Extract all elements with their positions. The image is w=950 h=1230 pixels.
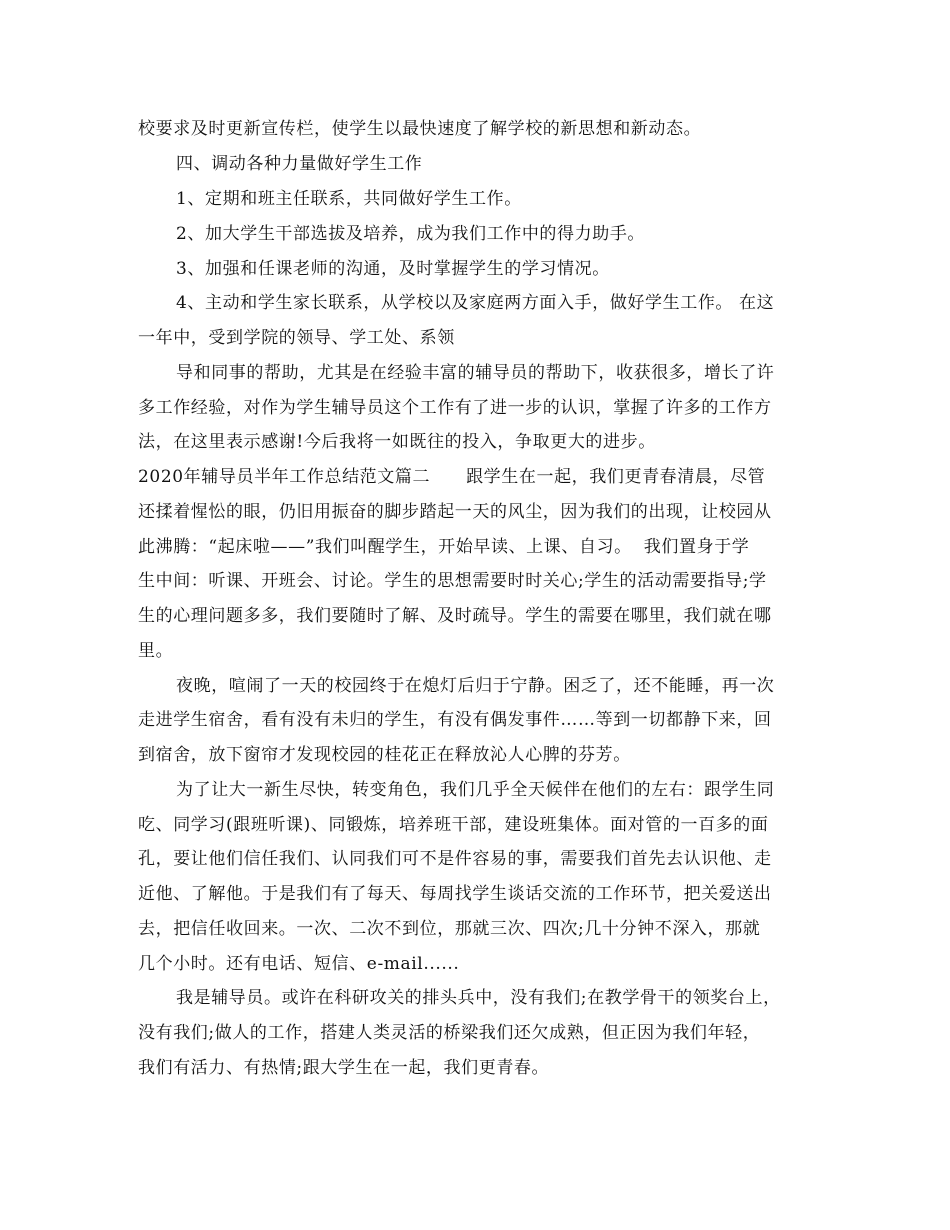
section-heading: 四、调动各种力量做好学生工作 [176, 154, 423, 174]
text-line: 里。 [138, 641, 174, 661]
text-line: 生的心理问题多多，我们要随时了解、及时疏导。学生的需要在哪里，我们就在哪 [138, 606, 772, 626]
text-line: 我是辅导员。或许在科研攻关的排头兵中，没有我们;在教学骨干的领奖台上， [176, 988, 781, 1008]
section-title-line: 2020年辅导员半年工作总结范文篇二 跟学生在一起，我们更青春清晨，尽管 [138, 467, 766, 487]
list-item: 2、加大学生干部选拔及培养，成为我们工作中的得力助手。 [176, 224, 646, 244]
list-item: 3、加强和任课老师的沟通，及时掌握学生的学习情况。 [176, 259, 610, 279]
text-line: 夜晚，喧闹了一天的校园终于在熄灯后归于宁静。困乏了，还不能睡，再一次 [176, 676, 775, 696]
text-line: 孔，要让他们信任我们、认同我们可不是件容易的事，需要我们首先去认识他、走 [138, 849, 772, 869]
text-line: 没有我们;做人的工作，搭建人类灵活的桥梁我们还欠成熟，但正因为我们年轻， [138, 1023, 761, 1043]
text-line: 生中间：听课、开班会、讨论。学生的思想需要时时关心;学生的活动需要指导;学 [138, 571, 767, 591]
text-line: 法，在这里表示感谢!今后我将一如既往的投入，争取更大的进步。 [138, 432, 656, 452]
text-line: 去，把信任收回来。一次、二次不到位，那就三次、四次;几十分钟不深入，那就 [138, 919, 761, 939]
text-line: 一年中，受到学院的领导、学工处、系领 [138, 328, 455, 348]
text-line: 走进学生宿舍，看有没有未归的学生，有没有偶发事件……等到一切都静下来，回 [138, 710, 772, 730]
text-line: 导和同事的帮助，尤其是在经验丰富的辅导员的帮助下，收获很多，增长了许 [176, 363, 775, 383]
text-line: 我们有活力、有热情;跟大学生在一起，我们更青春。 [138, 1058, 550, 1078]
list-item: 4、主动和学生家长联系，从学校以及家庭两方面入手，做好学生工作。 在这 [176, 293, 775, 313]
text-line: 到宿舍，放下窗帘才发现校园的桂花正在释放沁人心脾的芬芳。 [138, 745, 631, 765]
text-line: 几个小时。还有电话、短信、e-mail...... [138, 954, 460, 974]
text-line: 此沸腾：“起床啦——”我们叫醒学生，开始早读、上课、自习。 我们置身于学 [138, 537, 750, 557]
text-line: 校要求及时更新宣传栏，使学生以最快速度了解学校的新思想和新动态。 [138, 119, 702, 139]
text-line: 为了让大一新生尽快，转变角色，我们几乎全天候伴在他们的左右：跟学生同 [176, 780, 775, 800]
text-line: 多工作经验，对作为学生辅导员这个工作有了进一步的认识，掌握了许多的工作方 [138, 398, 772, 418]
text-line: 还揉着惺忪的眼，仍旧用振奋的脚步踏起一天的风尘，因为我们的出现，让校园从 [138, 502, 772, 522]
text-line: 吃、同学习(跟班听课)、同锻炼，培养班干部，建设班集体。面对管的一百多的面 [138, 815, 769, 835]
text-line: 近他、了解他。于是我们有了每天、每周找学生谈话交流的工作环节，把关爱送出 [138, 884, 772, 904]
list-item: 1、定期和班主任联系，共同做好学生工作。 [176, 189, 522, 209]
